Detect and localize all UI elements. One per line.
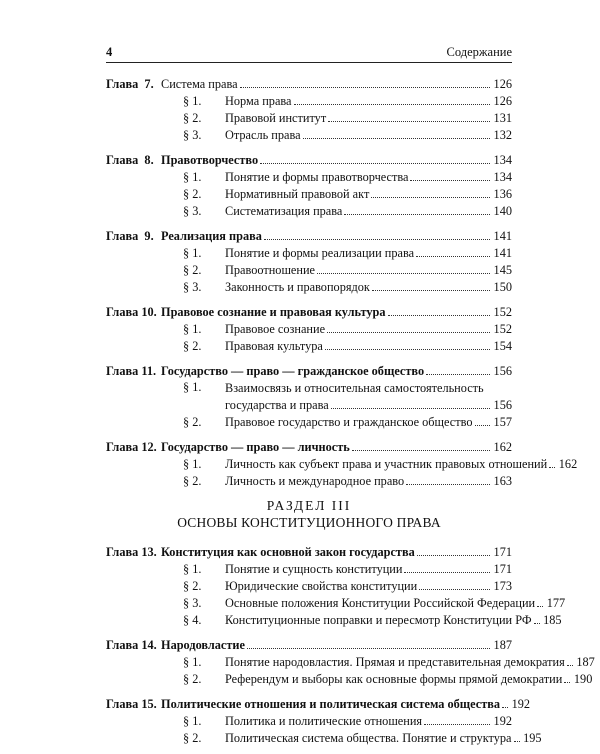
chapter-label: Глава 14. xyxy=(106,638,157,652)
dot-leader xyxy=(247,648,490,649)
toc-section-row[interactable] xyxy=(106,261,512,278)
section-page: 163 xyxy=(493,474,512,488)
dot-leader xyxy=(372,290,490,291)
section-page: 162 xyxy=(558,457,578,471)
dot-leader xyxy=(417,555,490,556)
chapter-page: 126 xyxy=(493,77,512,91)
toc-chapter xyxy=(106,695,542,746)
toc-section-row[interactable] xyxy=(106,455,578,472)
section-page: 126 xyxy=(493,94,512,108)
section-number: § 3. xyxy=(183,596,202,610)
dot-leader xyxy=(406,484,490,485)
section-page: 185 xyxy=(543,613,562,627)
section-number: § 1. xyxy=(183,322,202,336)
toc-chapter xyxy=(106,303,512,354)
section-number: § 2. xyxy=(183,672,202,686)
chapter-label: Глава 12. xyxy=(106,440,157,454)
chapter-title: Правотворчество xyxy=(161,153,259,167)
toc-section-row[interactable] xyxy=(106,379,512,413)
section-number: § 1. xyxy=(183,94,202,108)
dot-leader xyxy=(327,332,490,333)
section-number: § 1. xyxy=(183,562,202,576)
section-page: 195 xyxy=(523,731,542,745)
section-page: 152 xyxy=(493,322,512,336)
dot-leader xyxy=(303,138,490,139)
chapter-page: 187 xyxy=(493,638,512,652)
toc-chapter-row[interactable] xyxy=(106,362,512,379)
page-number: 4 xyxy=(106,45,113,59)
section-page: 192 xyxy=(493,714,512,728)
section-title: Правовое сознание xyxy=(225,322,326,336)
dot-leader xyxy=(502,707,508,708)
section-page: 132 xyxy=(493,128,512,142)
section-title: Правовая культура xyxy=(225,339,323,353)
section-number: § 2. xyxy=(183,474,202,488)
section-page: 131 xyxy=(493,111,512,125)
toc-section-row[interactable] xyxy=(106,202,512,219)
page-header xyxy=(106,44,512,60)
toc-chapter xyxy=(106,227,512,295)
toc-section-row[interactable] xyxy=(106,413,512,430)
section-number: § 3. xyxy=(183,128,202,142)
section-title: Понятие и формы правотворчества xyxy=(225,170,409,184)
section-title: Понятие и формы реализации права xyxy=(225,246,415,260)
dot-leader xyxy=(534,623,540,624)
section-number: § 2. xyxy=(183,579,202,593)
section-title: Правоотношение xyxy=(225,263,315,277)
section-title-block xyxy=(225,379,512,413)
chapter-title: Государство — право — гражданское общество xyxy=(161,364,425,378)
section-number: § 4. xyxy=(183,613,202,627)
dot-leader xyxy=(410,180,490,181)
chapter-page: 156 xyxy=(493,364,512,378)
chapter-title: Правовое сознание и правовая культура xyxy=(161,305,386,319)
section-page: 136 xyxy=(493,187,512,201)
toc-chapter xyxy=(106,75,512,143)
toc-section-row[interactable] xyxy=(106,185,512,202)
chapter-page: 152 xyxy=(493,305,512,319)
toc-section-row[interactable] xyxy=(106,653,595,670)
section-page: 150 xyxy=(493,280,512,294)
toc-section-row[interactable] xyxy=(106,278,512,295)
chapter-title: Система права xyxy=(161,77,238,91)
dot-leader xyxy=(260,163,490,164)
section-title-cont: государства и права xyxy=(225,398,329,412)
section-page: 187 xyxy=(576,655,595,669)
dot-leader xyxy=(404,572,490,573)
section-title: Понятие и сущность конституции xyxy=(225,562,403,576)
dot-leader xyxy=(537,606,543,607)
section-page: 190 xyxy=(573,672,593,686)
chapter-label: Глава 7. xyxy=(106,77,154,91)
toc-section-row[interactable] xyxy=(106,320,512,337)
section-title-line xyxy=(225,396,512,413)
section-title: Юридические свойства конституции xyxy=(225,579,418,593)
toc-section-row[interactable] xyxy=(106,337,512,354)
dot-leader xyxy=(426,374,490,375)
dot-leader xyxy=(475,425,491,426)
chapter-title: Реализация права xyxy=(161,229,262,243)
section-number: § 2. xyxy=(183,731,202,745)
dot-leader xyxy=(352,450,490,451)
toc-chapter-row[interactable] xyxy=(106,303,512,320)
section-title: Личность и международное право xyxy=(225,474,405,488)
section-number: § 2. xyxy=(183,111,202,125)
chapters-group-2 xyxy=(106,543,595,746)
toc-section-row[interactable] xyxy=(106,729,542,746)
toc-chapter-row[interactable] xyxy=(106,227,512,244)
dot-leader xyxy=(514,741,520,742)
section-title: Политическая система общества. Понятие и структура xyxy=(225,731,512,745)
chapter-title: Политические отношения и политическая система общества xyxy=(161,697,501,711)
dot-leader xyxy=(388,315,490,316)
section-number: § 2. xyxy=(183,263,202,277)
dot-leader xyxy=(424,724,490,725)
section-title: Правовое государство и гражданское общество xyxy=(225,415,473,429)
dot-leader xyxy=(328,121,490,122)
dot-leader xyxy=(331,408,490,409)
part-heading xyxy=(106,497,512,531)
section-title: Взаимосвязь и относительная самостоятельность xyxy=(225,381,484,395)
chapter-label: Глава 10. xyxy=(106,305,157,319)
part-title: ОСНОВЫ КОНСТИТУЦИОННОГО ПРАВА xyxy=(177,515,441,530)
chapter-label: Глава 9. xyxy=(106,229,154,243)
toc-chapter-row[interactable] xyxy=(106,75,512,92)
section-page: 173 xyxy=(493,579,512,593)
section-title: Референдум и выборы как основные формы прямой демократии xyxy=(225,672,563,686)
dot-leader xyxy=(416,256,490,257)
dot-leader xyxy=(344,214,490,215)
dot-leader xyxy=(325,349,490,350)
toc-section-row[interactable] xyxy=(106,126,512,143)
toc-section-row[interactable] xyxy=(106,560,512,577)
toc-chapter xyxy=(106,151,512,219)
section-number: § 2. xyxy=(183,339,202,353)
section-title: Нормативный правовой акт xyxy=(225,187,370,201)
section-title: Основные положения Конституции Российской Федерации xyxy=(225,596,536,610)
chapter-label: Глава 8. xyxy=(106,153,154,167)
section-number: § 2. xyxy=(183,187,202,201)
toc-chapter xyxy=(106,362,512,430)
section-title: Правовой институт xyxy=(225,111,327,125)
chapter-page: 162 xyxy=(493,440,512,454)
toc-chapter-row[interactable] xyxy=(106,695,531,712)
chapter-page: 192 xyxy=(511,697,531,711)
header-rule xyxy=(106,62,512,63)
dot-leader xyxy=(419,589,490,590)
chapter-title: Конституция как основной закон государства xyxy=(161,545,415,559)
toc-chapter-row[interactable] xyxy=(106,151,512,168)
section-number: § 1. xyxy=(183,170,202,184)
toc-section-row[interactable] xyxy=(106,244,512,261)
running-title: Содержание xyxy=(446,45,512,59)
section-number: § 2. xyxy=(183,415,202,429)
chapter-label: Глава 13. xyxy=(106,545,157,559)
section-page: 177 xyxy=(546,596,566,610)
part-number: РАЗДЕЛ III xyxy=(266,498,352,513)
chapters-group-1 xyxy=(106,75,578,489)
dot-leader xyxy=(371,197,490,198)
section-page: 171 xyxy=(493,562,512,576)
toc-section-row[interactable] xyxy=(106,611,562,628)
section-title: Отрасль права xyxy=(225,128,301,142)
toc-chapter xyxy=(106,636,595,687)
section-page: 140 xyxy=(493,204,512,218)
table-of-contents xyxy=(106,75,595,754)
section-number: § 3. xyxy=(183,204,202,218)
section-number: § 1. xyxy=(183,655,202,669)
chapter-title: Государство — право — личность xyxy=(161,440,350,454)
section-title-line xyxy=(225,379,512,396)
section-title: Политика и политические отношения xyxy=(225,714,423,728)
section-title: Конституционные поправки и пересмотр Конституции РФ xyxy=(225,613,532,627)
chapter-label: Глава 15. xyxy=(106,697,157,711)
section-label-spacer xyxy=(106,379,161,396)
section-number: § 1. xyxy=(183,714,202,728)
section-title: Законность и правопорядок xyxy=(225,280,370,294)
toc-chapter-row[interactable] xyxy=(106,636,512,653)
section-page: 157 xyxy=(493,415,512,429)
section-title: Понятие народовластия. Прямая и представительная демократия xyxy=(225,655,565,669)
toc-chapter-row[interactable] xyxy=(106,438,512,455)
dot-leader xyxy=(264,239,490,240)
section-number: § 1. xyxy=(183,457,202,471)
chapter-page: 171 xyxy=(493,545,512,559)
chapter-page: 134 xyxy=(493,153,512,167)
section-number: § 1. xyxy=(183,380,202,394)
section-title: Норма права xyxy=(225,94,292,108)
toc-section-row[interactable] xyxy=(106,670,593,687)
dot-leader xyxy=(549,467,555,468)
chapter-label: Глава 11. xyxy=(106,364,157,378)
dot-leader xyxy=(567,665,573,666)
toc-section-row[interactable] xyxy=(106,594,566,611)
section-page: 154 xyxy=(493,339,512,353)
section-page: 134 xyxy=(493,170,512,184)
dot-leader xyxy=(240,87,490,88)
toc-chapter xyxy=(106,438,578,489)
section-page: 145 xyxy=(493,263,512,277)
toc-section-row[interactable] xyxy=(106,92,512,109)
chapter-title: Народовластие xyxy=(161,638,245,652)
dot-leader xyxy=(317,273,490,274)
dot-leader xyxy=(564,682,570,683)
toc-section-row[interactable] xyxy=(106,168,512,185)
toc-chapter-row[interactable] xyxy=(106,543,512,560)
section-number: § 1. xyxy=(183,246,202,260)
section-page: 141 xyxy=(493,246,512,260)
section-title: Систематизация права xyxy=(225,204,343,218)
toc-section-row[interactable] xyxy=(106,472,512,489)
section-page: 156 xyxy=(493,398,512,412)
toc-section-row[interactable] xyxy=(106,109,512,126)
section-title: Личность как субъект права и участник правовых отношений xyxy=(225,457,548,471)
toc-chapter xyxy=(106,543,566,628)
toc-section-row[interactable] xyxy=(106,712,512,729)
dot-leader xyxy=(294,104,490,105)
section-number: § 3. xyxy=(183,280,202,294)
toc-section-row[interactable] xyxy=(106,577,512,594)
chapter-page: 141 xyxy=(493,229,512,243)
